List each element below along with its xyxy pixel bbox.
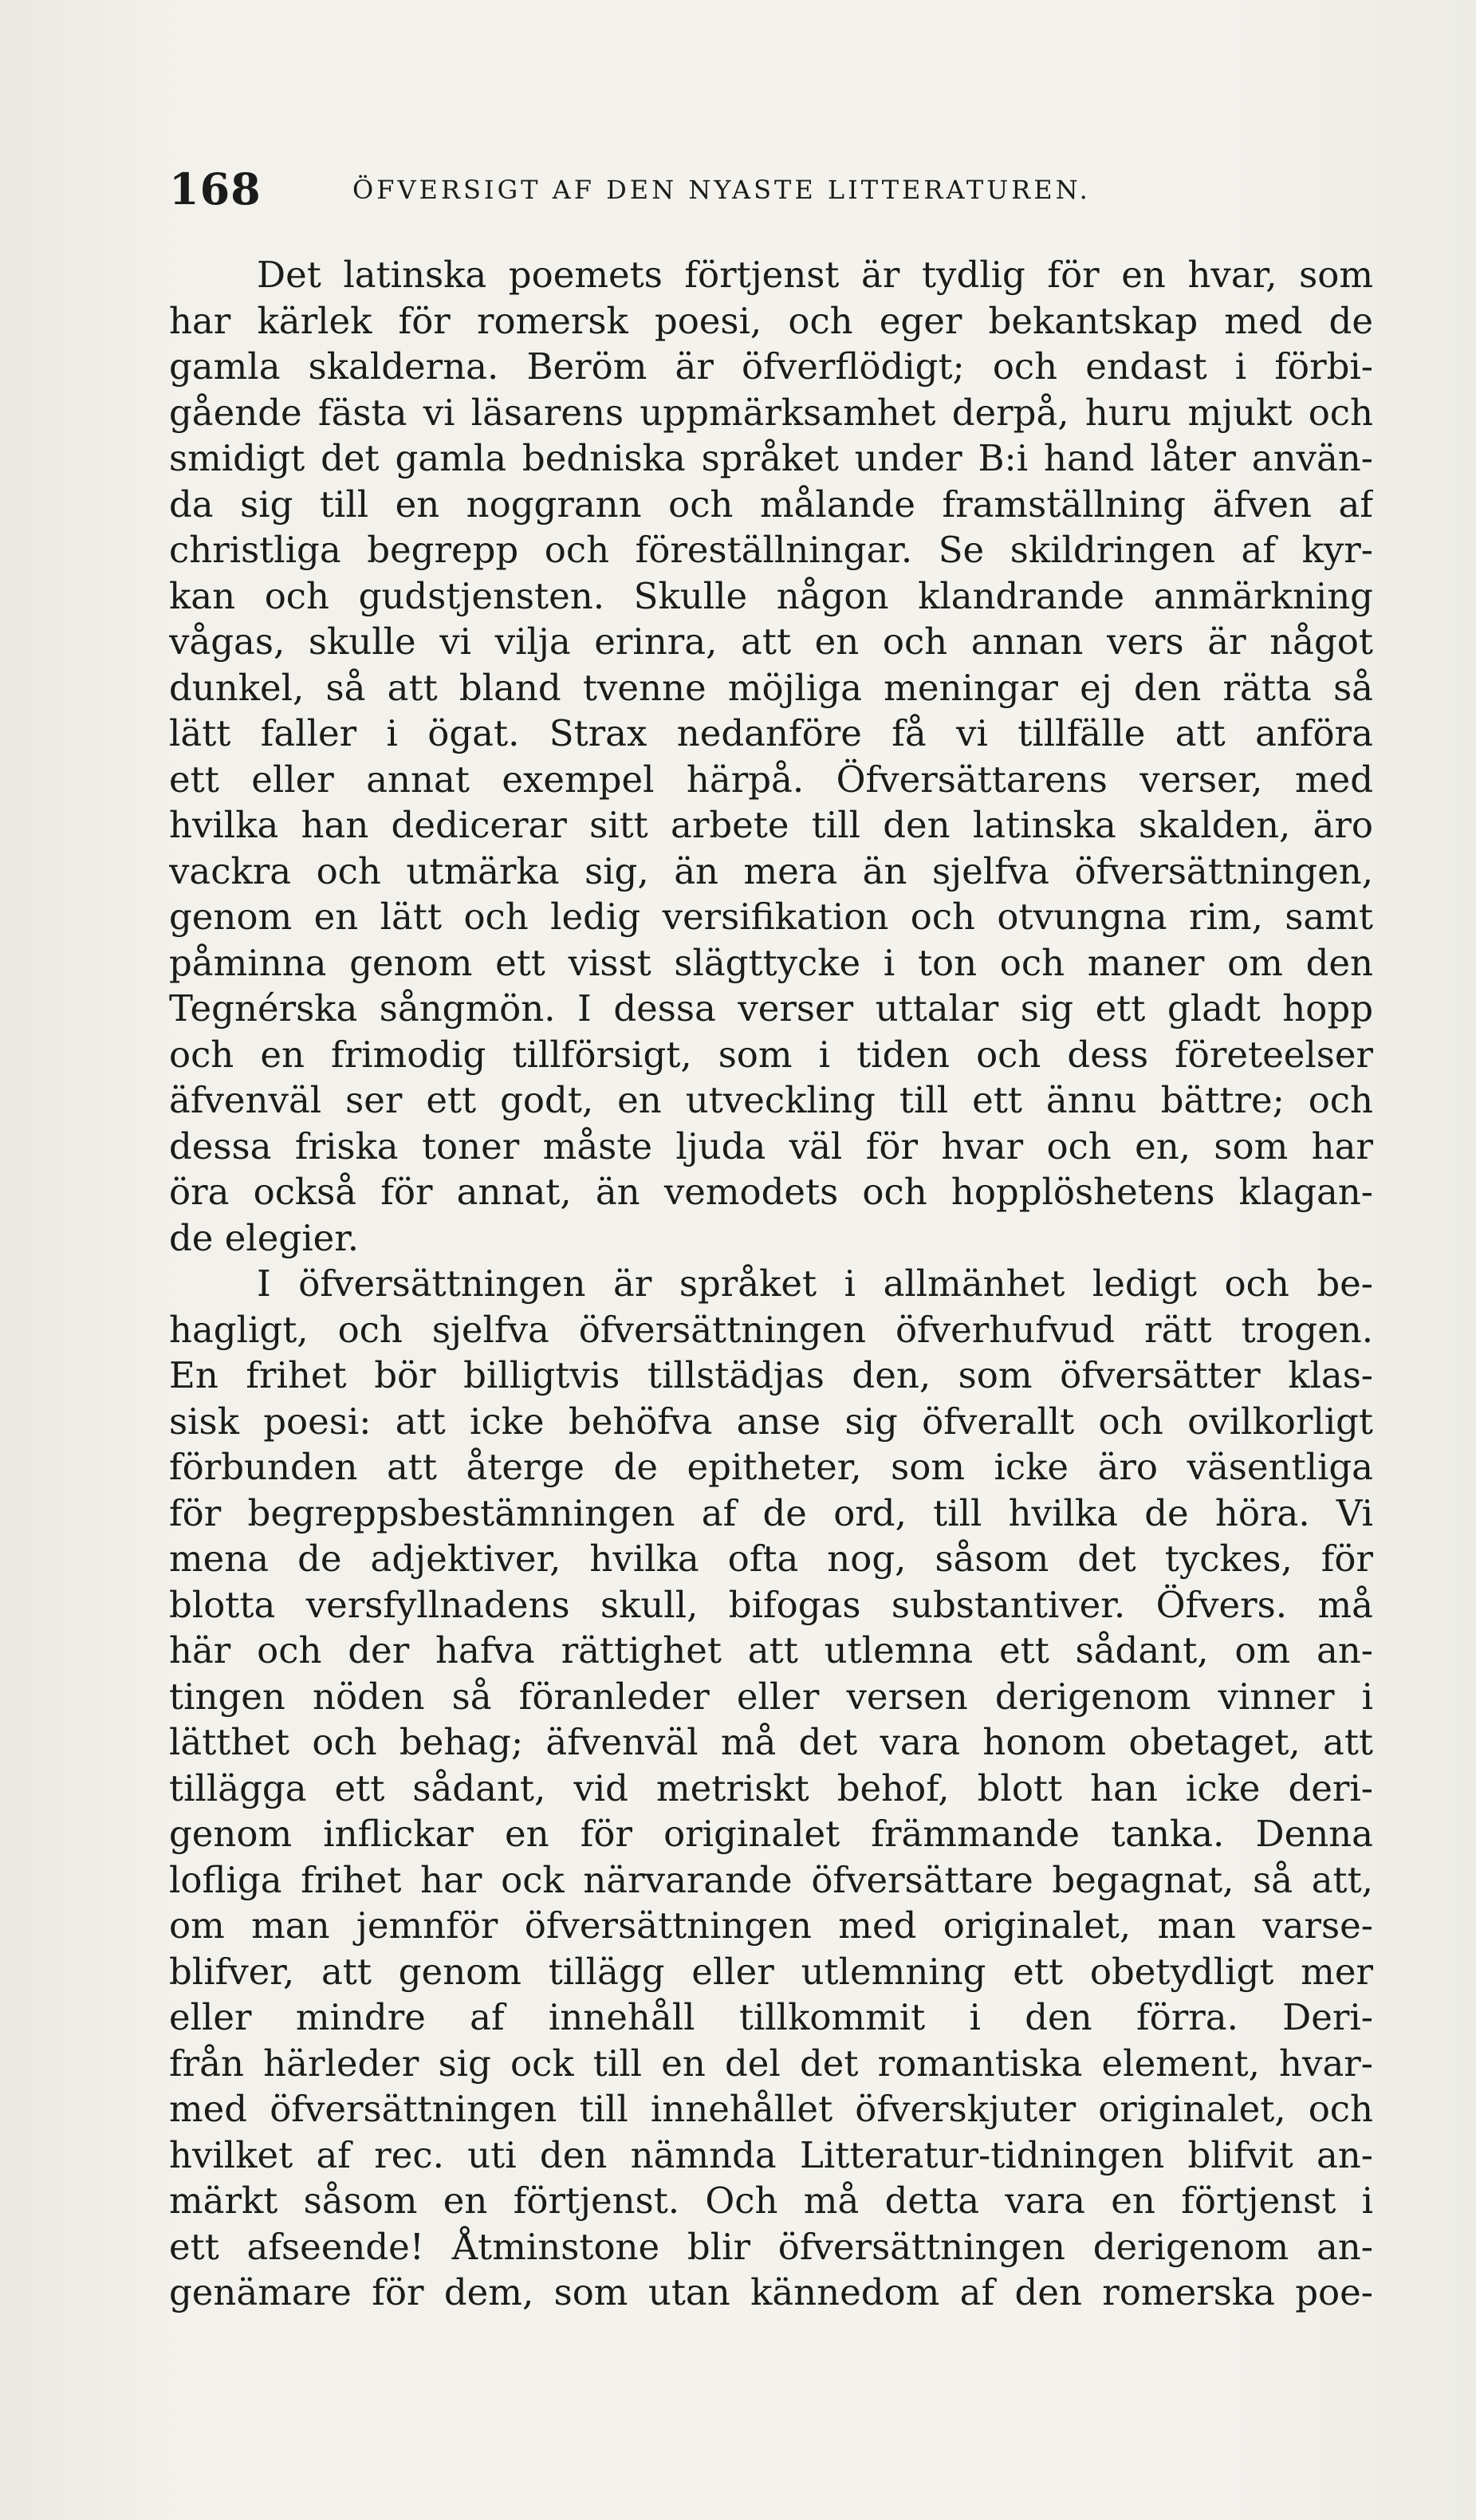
text-line: de elegier. — [169, 1216, 360, 1259]
text-line: genämare för dem, som utan kännedom af den romerska poe- — [169, 2271, 1373, 2313]
text-line: sisk poesi: att icke behöfva anse sig öfverallt och ovilkorligt — [169, 1400, 1373, 1443]
text-line: blotta versfyllnadens skull, bifogas substantiver. Öfvers. må — [169, 1583, 1373, 1626]
text-line: vågas, skulle vi vilja erinra, att en och annan vers är något — [169, 620, 1373, 663]
text-line: vackra och utmärka sig, än mera än sjelfva öfversättningen, — [169, 849, 1373, 892]
text-line: kan och gudstjensten. Skulle någon klandrande anmärkning — [169, 574, 1373, 617]
text-line: I öfversättningen är språket i allmänhet ledigt och be- — [257, 1262, 1373, 1305]
paragraph-2 — [169, 1261, 1373, 2316]
text-line: smidigt det gamla bedniska språket under B:i hand låter använ- — [169, 437, 1373, 479]
text-line: Tegnérska sångmön. I dessa verser uttalar sig ett gladt hopp — [169, 987, 1373, 1030]
text-line: blifver, att genom tillägg eller utlemning ett obetydligt mer — [169, 1950, 1373, 1993]
text-line: ett afseende! Åtminstone blir öfversättningen derigenom an- — [169, 2225, 1373, 2268]
text-line: lätthet och behag; äfvenväl må det vara honom obetaget, att — [169, 1721, 1373, 1763]
text-line: lofliga frihet har ock närvarande öfversättare begagnat, så att, — [169, 1858, 1373, 1901]
text-line: mena de adjektiver, hvilka ofta nog, såsom det tyckes, för — [169, 1538, 1373, 1580]
text-line: öra också för annat, än vemodets och hopplöshetens klagan- — [169, 1171, 1373, 1213]
text-line: gamla skalderna. Beröm är öfverflödigt; och endast i förbi- — [169, 345, 1373, 388]
text-line: har kärlek för romersk poesi, och eger bekantskap med de — [169, 299, 1373, 342]
text-line: hagligt, och sjelfva öfversättningen öfverhufvud rätt trogen. — [169, 1308, 1373, 1351]
text-line: ett eller annat exempel härpå. Öfversättarens verser, med — [169, 758, 1373, 801]
paragraph-1 — [169, 252, 1373, 1261]
text-line: tingen nöden så föranleder eller versen derigenom vinner i — [169, 1675, 1373, 1718]
text-line: märkt såsom en förtjenst. Och må detta vara en förtjenst i — [169, 2179, 1373, 2222]
text-line: genom en lätt och ledig versifikation och otvungna rim, samt — [169, 896, 1373, 938]
text-line: genom inflickar en för originalet främmande tanka. Denna — [169, 1813, 1373, 1855]
page-number: 168 — [169, 163, 262, 215]
text-line: från härleder sig ock till en del det romantiska element, hvar- — [169, 2042, 1373, 2085]
text-line: Det latinska poemets förtjenst är tydlig för en hvar, som — [257, 254, 1373, 296]
text-line: äfvenväl ser ett godt, en utveckling till ett ännu bättre; och — [169, 1079, 1373, 1121]
text-line: dunkel, så att bland tvenne möjliga meningar ej den rätta så — [169, 666, 1373, 709]
text-line: eller mindre af innehåll tillkommit i den förra. Deri- — [169, 1996, 1373, 2038]
text-line: här och der hafva rättighet att utlemna ett sådant, om an- — [169, 1629, 1373, 1671]
text-line: gående fästa vi läsarens uppmärksamhet derpå, huru mjukt och — [169, 391, 1373, 434]
text-line: med öfversättningen till innehållet öfverskjuter originalet, och — [169, 2088, 1373, 2130]
text-line: för begreppsbestämningen af de ord, till hvilka de höra. Vi — [169, 1491, 1373, 1534]
text-line: om man jemnför öfversättningen med originalet, man varse- — [169, 1904, 1373, 1947]
text-line: hvilket af rec. uti den nämnda Litteratur-tidningen blifvit an- — [169, 2133, 1373, 2176]
page-header — [169, 163, 1381, 219]
text-line: dessa friska toner måste ljuda väl för hvar och en, som har — [169, 1124, 1373, 1167]
text-line: tillägga ett sådant, vid metriskt behof, blott han icke deri- — [169, 1766, 1373, 1809]
text-line: förbunden att återge de epitheter, som icke äro väsentliga — [169, 1446, 1373, 1488]
text-line: och en frimodig tillförsigt, som i tiden och dess företeelser — [169, 1033, 1373, 1076]
running-head: ÖFVERSIGT AF DEN NYASTE LITTERATUREN. — [352, 175, 1091, 205]
text-line: da sig till en noggrann och målande framställning äfven af — [169, 482, 1373, 526]
body-text — [169, 252, 1373, 2316]
text-line: En frihet bör billigtvis tillstädjas den, som öfversätter klas- — [169, 1354, 1373, 1396]
text-line: lätt faller i ögat. Strax nedanföre få vi tillfälle att anföra — [169, 712, 1373, 754]
text-line: christliga begrepp och föreställningar. Se skildringen af kyr- — [169, 529, 1373, 571]
text-line: påminna genom ett visst slägttycke i ton och maner om den — [169, 941, 1373, 984]
text-line: hvilka han dedicerar sitt arbete till den latinska skalden, äro — [169, 804, 1373, 846]
